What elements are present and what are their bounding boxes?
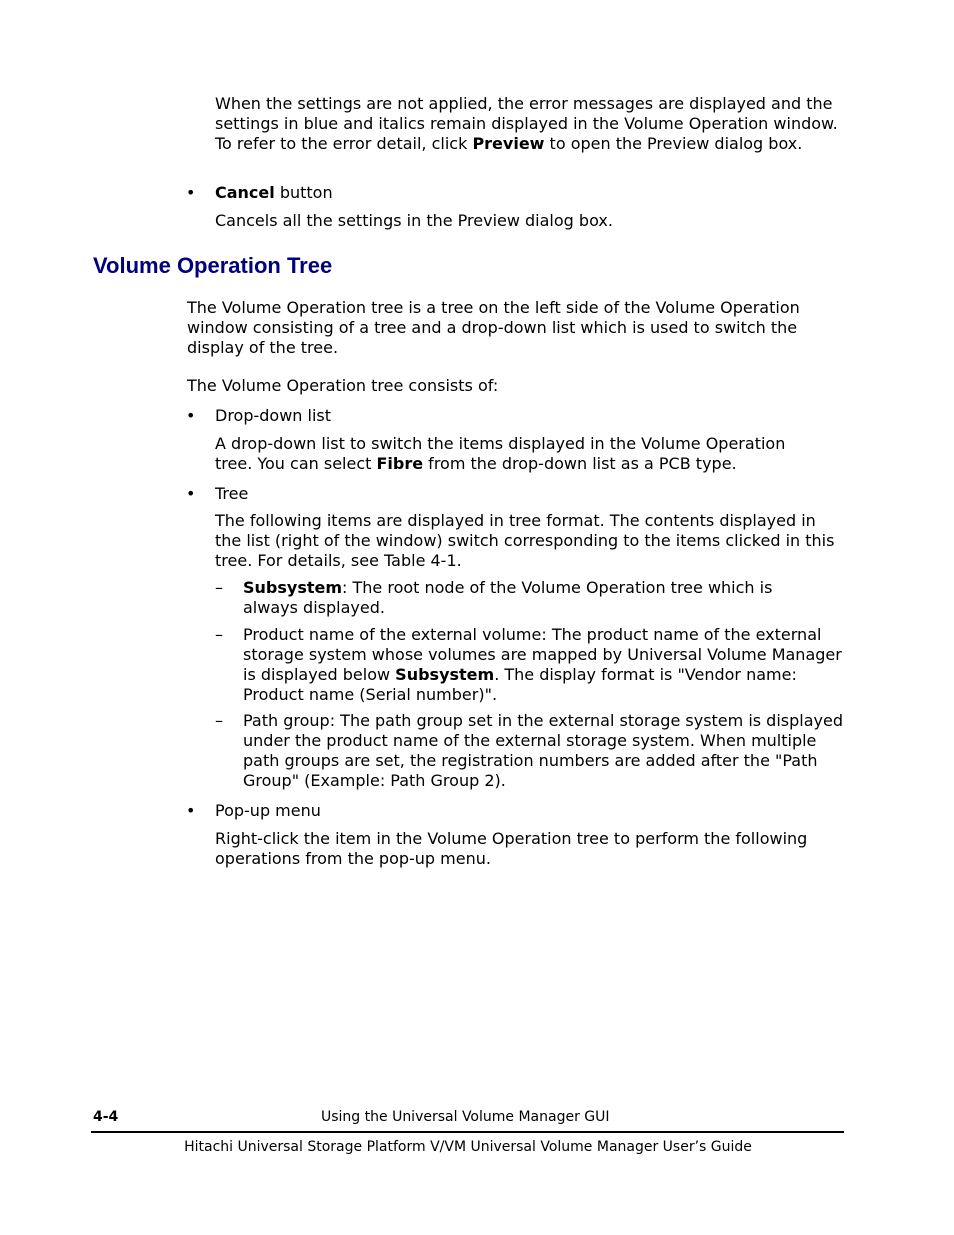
section-heading: Volume Operation Tree bbox=[93, 253, 333, 278]
page-number: 4-4 bbox=[93, 1109, 119, 1125]
dash-icon: – bbox=[215, 625, 223, 644]
intro-text-end: to open the Preview dialog box. bbox=[544, 134, 803, 153]
tree-subitem-product-name bbox=[243, 625, 845, 705]
tree-description: The following items are displayed in tree format. The contents displayed in the list (right of the window) switch corresponding to the items clicked in this tree. For details, see Table 4-1. bbox=[215, 511, 835, 570]
tree-subitem-path-group: Path group: The path group set in the external storage system is displayed under the product name of the external storage system. When multiple path groups are set, the registration numbers are added after the "Path Group" (Example: Path Group 2). bbox=[243, 711, 843, 790]
tree-bullet-label: Tree bbox=[215, 484, 249, 503]
subsystem-term: Subsystem bbox=[243, 578, 343, 597]
bullet-icon: • bbox=[186, 406, 196, 425]
bullet-icon: • bbox=[186, 484, 196, 503]
cancel-label-rest: button bbox=[274, 183, 333, 202]
dropdown-description bbox=[215, 434, 825, 474]
subsystem-term: Subsystem bbox=[395, 665, 495, 684]
product-name-desc: Product name of the external volume: The product name of the external storage system whose volumes are mapped by Universal Volume Manager is displayed below bbox=[243, 625, 842, 684]
cancel-term: Cancel bbox=[215, 183, 275, 202]
footer-guide-title: Hitachi Universal Storage Platform V/VM Universal Volume Manager User’s Guide bbox=[184, 1139, 752, 1155]
tree-subitem-subsystem bbox=[243, 578, 813, 618]
dropdown-desc-end: from the drop-down list as a PCB type. bbox=[423, 454, 737, 473]
footer-chapter-title: Using the Universal Volume Manager GUI bbox=[321, 1109, 610, 1125]
preview-term: Preview bbox=[472, 134, 545, 153]
cancel-description: Cancels all the settings in the Preview dialog box. bbox=[215, 211, 613, 230]
popup-description: Right-click the item in the Volume Operation tree to perform the following operations from the pop-up menu. bbox=[215, 829, 808, 868]
section-paragraph-2: The Volume Operation tree consists of: bbox=[187, 376, 499, 395]
intro-text: When the settings are not applied, the error messages are displayed and the settings in blue and italics remain displayed in the Volume Operation window. To refer to the error detail, click bbox=[215, 94, 838, 153]
bullet-icon: • bbox=[186, 183, 196, 202]
dash-icon: – bbox=[215, 578, 223, 597]
product-name-desc-end: . The display format is "Vendor name: Product name (Serial number)". bbox=[243, 665, 797, 704]
bullet-icon: • bbox=[186, 801, 196, 820]
intro-paragraph bbox=[215, 94, 845, 154]
footer-divider bbox=[91, 1131, 844, 1133]
dropdown-desc-text: A drop-down list to switch the items displayed in the Volume Operation tree. You can select bbox=[215, 434, 786, 473]
section-paragraph-1: The Volume Operation tree is a tree on the left side of the Volume Operation window consisting of a tree and a drop-down list which is used to switch the display of the tree. bbox=[187, 298, 800, 357]
cancel-bullet-label bbox=[215, 183, 333, 203]
popup-bullet-label: Pop-up menu bbox=[215, 801, 321, 820]
dropdown-bullet-label: Drop-down list bbox=[215, 406, 332, 425]
dash-icon: – bbox=[215, 711, 223, 730]
subsystem-desc: : The root node of the Volume Operation tree which is always displayed. bbox=[243, 578, 773, 617]
fibre-term: Fibre bbox=[376, 454, 424, 473]
